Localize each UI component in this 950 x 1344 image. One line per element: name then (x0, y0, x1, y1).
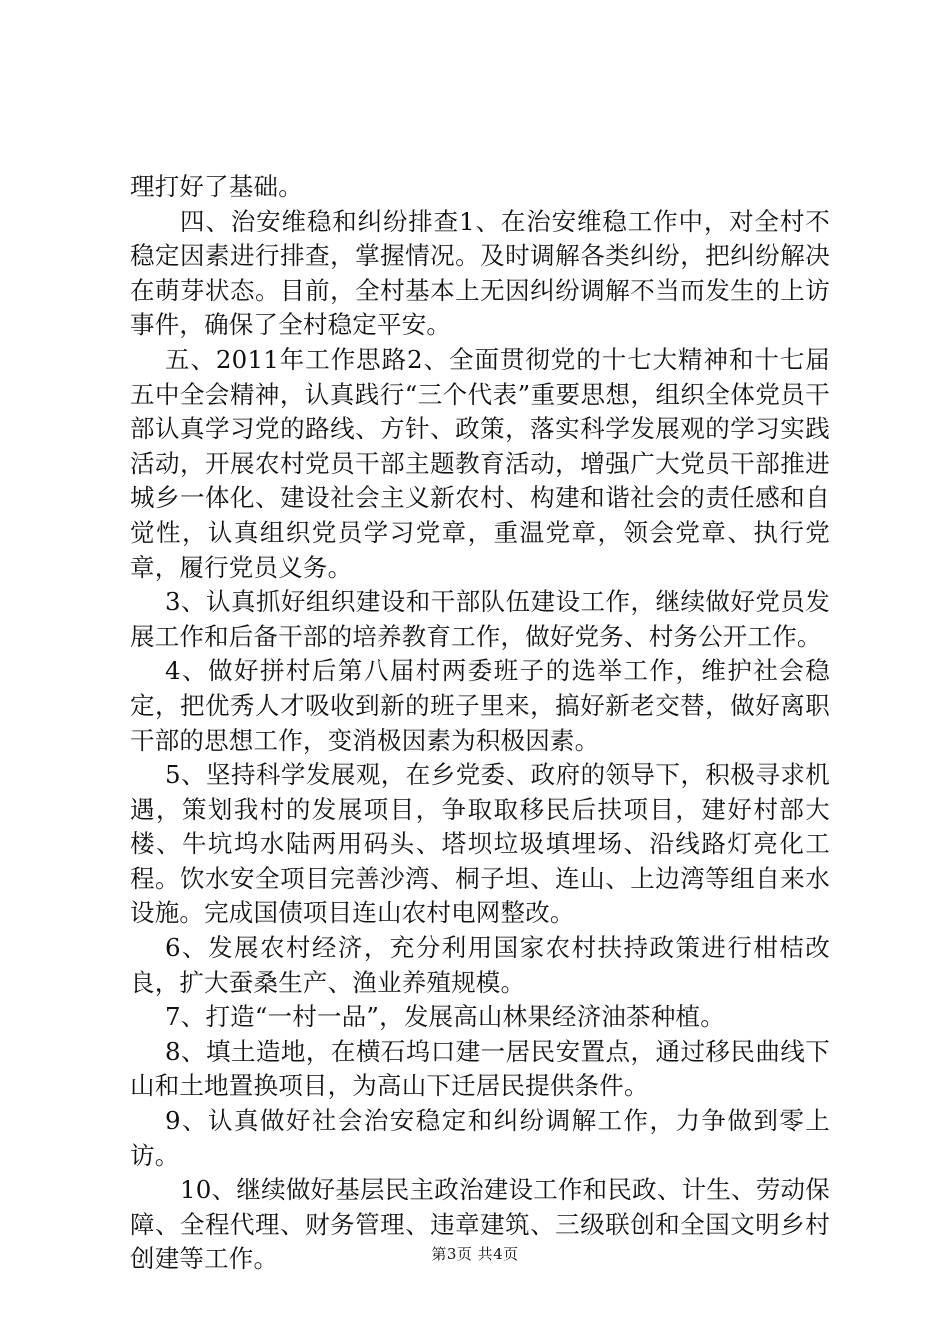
paragraph-item-5: 5、坚持科学发展观，在乡党委、政府的领导下，积极寻求机遇，策划我村的发展项目，争取取移民后扶项目，建好村部大楼、牛坑坞水陆两用码头、塔坝垃圾填埋场、沿线路灯亮化工程。饮水安全项目完善沙湾、桐子坦、连山、上边湾等组自来水设施。完成国债项目连山农村电网整改。 (130, 760, 830, 928)
document-body (130, 170, 830, 1277)
paragraph-section-5: 五、2011年工作思路2、全面贯彻党的十七大精神和十七届五中全会精神，认真践行“三个代表”重要思想，组织全体党员干部认真学习党的路线、方针、政策，落实科学发展观的学习实践活动，开展农村党员干部主题教育活动，增强广大党员干部推进城乡一体化、建设社会主义新农村、构建和谐社会的责任感和自觉性，认真组织党员学习党章，重温党章，领会党章、执行党章，履行党员义务。 (130, 344, 830, 582)
paragraph-item-10: 10、继续做好基层民主政治建设工作和民政、计生、劳动保障、全程代理、财务管理、违章建筑、三级联创和全国文明乡村创建等工作。 (130, 1175, 830, 1274)
page-number-footer: 第3页 共4页 (431, 1245, 519, 1263)
paragraph-item-9: 9、认真做好社会治安稳定和纠纷调解工作，力争做到零上访。 (130, 1106, 830, 1170)
paragraph-item-7: 7、打造“一村一品”，发展高山林果经济油茶种植。 (165, 1002, 725, 1032)
paragraph-item-8: 8、填土造地，在横石坞口建一居民安置点，通过移民曲线下山和土地置换项目，为高山下迁居民提供条件。 (130, 1036, 830, 1101)
paragraph-continuation: 理打好了基础。 (130, 172, 303, 201)
paragraph-item-6: 6、发展农村经济，充分利用国家农村扶持政策进行柑桔改良，扩大蚕桑生产、渔业养殖规模。 (130, 933, 830, 997)
paragraph-section-4: 四、治安维稳和纠纷排查1、在治安维稳工作中，对全村不稳定因素进行排查，掌握情况。及时调解各类纠纷，把纠纷解决在萌芽状态。目前，全村基本上无因纠纷调解不当而发生的上访事件，确保了全村稳定平安。 (130, 206, 830, 340)
paragraph-item-3: 3、认真抓好组织建设和干部队伍建设工作，继续做好党员发展工作和后备干部的培养教育工作，做好党务、村务公开工作。 (130, 587, 830, 651)
paragraph-item-4: 4、做好拼村后第八届村两委班子的选举工作，维护社会稳定，把优秀人才吸收到新的班子里来，搞好新老交替，做好离职干部的思想工作，变消极因素为积极因素。 (130, 656, 830, 755)
